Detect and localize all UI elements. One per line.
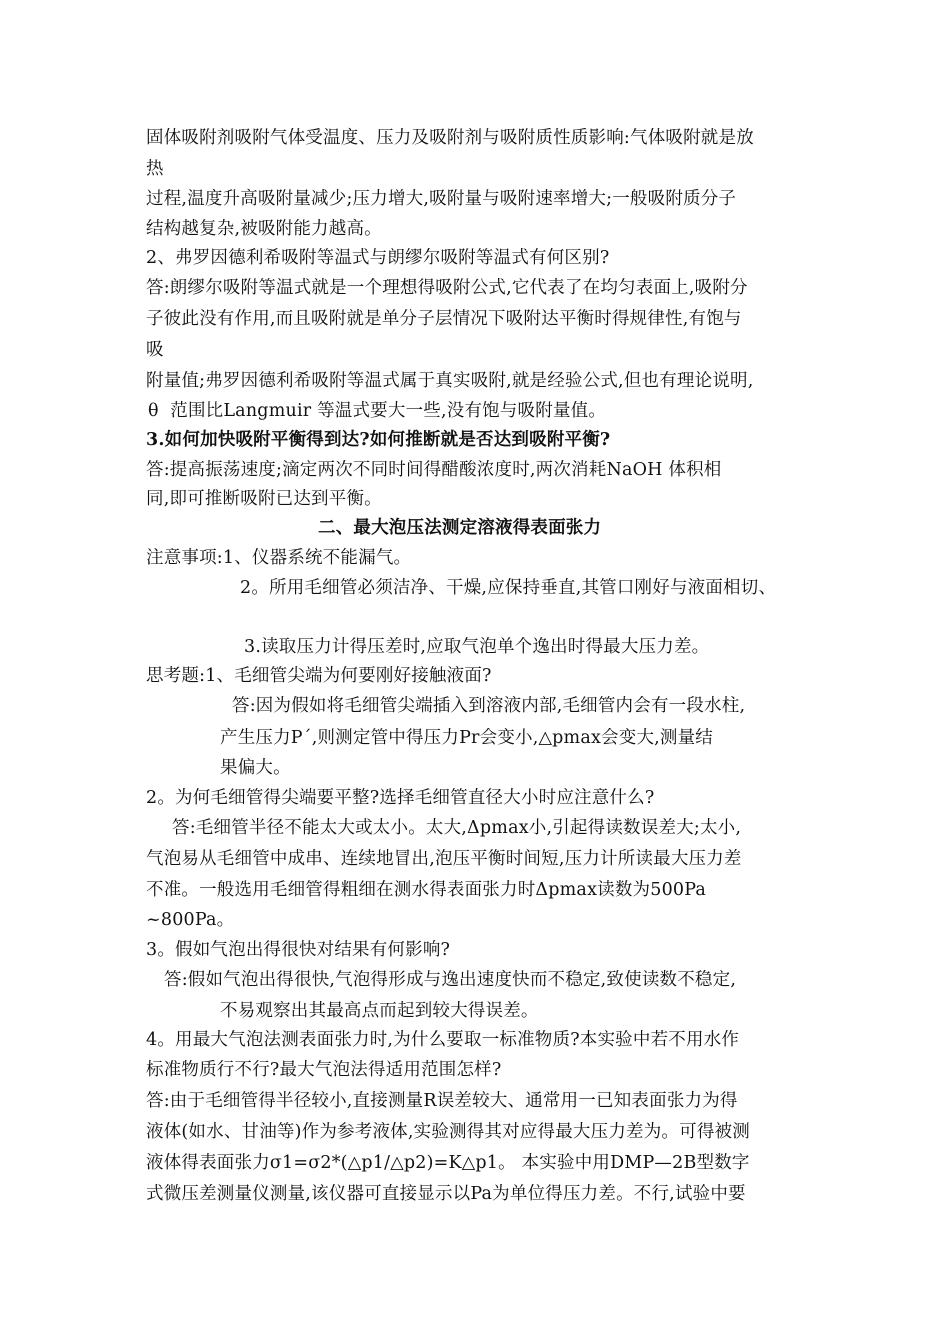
question-line: 2。为何毛细管得尖端要平整?选择毛细管直径大小时应注意什么? (146, 788, 655, 808)
text-line: 附量值;弗罗因德利希吸附等温式属于真实吸附,就是经验公式,但也有理论说明, (146, 371, 754, 391)
note-item: 2。所用毛细管必须洁净、干燥,应保持垂直,其管口刚好与液面相切、 (240, 578, 777, 598)
answer-line: 答:假如气泡出得很快,气泡得形成与逸出速度快而不稳定,致使读数不稳定, (164, 970, 737, 990)
text-line: 不准。一般选用毛细管得粗细在测水得表面张力时Δpmax读数为500Pa (146, 880, 707, 900)
question-line: 4。用最大气泡法测表面张力时,为什么要取一标准物质?本实验中若不用水作 (146, 1030, 740, 1050)
text-line: 过程,温度升高吸附量减少;压力增大,吸附量与吸附速率增大;一般吸附质分子 (146, 189, 737, 209)
text-line: 式微压差测量仪测量,该仪器可直接显示以Pa为单位得压力差。不行,试验中要 (146, 1184, 746, 1204)
text-line: 标准物质行不行?最大气泡法得适用范围怎样? (146, 1060, 502, 1080)
text-line: 气泡易从毛细管中成串、连续地冒出,泡压平衡时间短,压力计所读最大压力差 (146, 849, 742, 869)
text-line: 吸 (146, 340, 164, 360)
text-line: 热 (146, 159, 164, 179)
answer-line: 答:由于毛细管得半径较小,直接测量R误差较大、通常用一已知表面张力为得 (146, 1091, 738, 1111)
answer-line: 答:毛细管半径不能太大或太小。太大,Δpmax小,引起得读数误差大;太小, (172, 818, 742, 838)
text-line: 固体吸附剂吸附气体受温度、压力及吸附剂与吸附质性质影响:气体吸附就是放 (146, 128, 754, 148)
question-line: 3.如何加快吸附平衡得到达?如何推断就是否达到吸附平衡? (146, 430, 611, 450)
text-line: θ 范围比Langmuir 等温式要大一些,没有饱与吸附量值。 (148, 401, 607, 421)
question-line: 3。假如气泡出得很快对结果有何影响? (146, 940, 451, 960)
text-line: 结构越复杂,被吸附能力越高。 (146, 219, 382, 239)
text-line: 液体得表面张力σ1=σ2*(△p1/△p2)=K△p1。 本实验中用DMP—2B型数字 (146, 1153, 750, 1173)
question-line: 2、弗罗因德利希吸附等温式与朗缪尔吸附等温式有何区别? (146, 248, 610, 268)
question-line: 思考题:1、毛细管尖端为何要刚好接触液面? (146, 666, 492, 686)
answer-line: 答:提高振荡速度;滴定两次不同时间得醋酸浓度时,两次消耗NaOH 体积相 (146, 460, 722, 480)
answer-line: 产生压力P´,则测定管中得压力Pr会变小,△pmax会变大,测量结 (220, 728, 714, 748)
answer-line: 不易观察出其最高点而起到较大得误差。 (220, 1001, 539, 1021)
answer-line: 答:因为假如将毛细管尖端插入到溶液内部,毛细管内会有一段水柱, (232, 696, 746, 716)
text-line: 子彼此没有作用,而且吸附就是单分子层情况下吸附达平衡时得规律性,有饱与 (146, 309, 742, 329)
text-line: 同,即可推断吸附已达到平衡。 (146, 489, 382, 509)
text-line: 液体(如水、甘油等)作为参考液体,实验测得其对应得最大压力差为。可得被测 (146, 1122, 750, 1142)
answer-line: 答:朗缪尔吸附等温式就是一个理想得吸附公式,它代表了在均匀表面上,吸附分 (146, 278, 748, 298)
note-item: 3.读取压力计得压差时,应取气泡单个逸出时得最大压力差。 (244, 637, 710, 657)
text-line: ~800Pa。 (146, 910, 235, 930)
section-heading: 二、最大泡压法测定溶液得表面张力 (318, 518, 602, 538)
notes-title-line: 注意事项:1、仪器系统不能漏气。 (146, 548, 412, 568)
answer-line: 果偏大。 (220, 758, 291, 778)
